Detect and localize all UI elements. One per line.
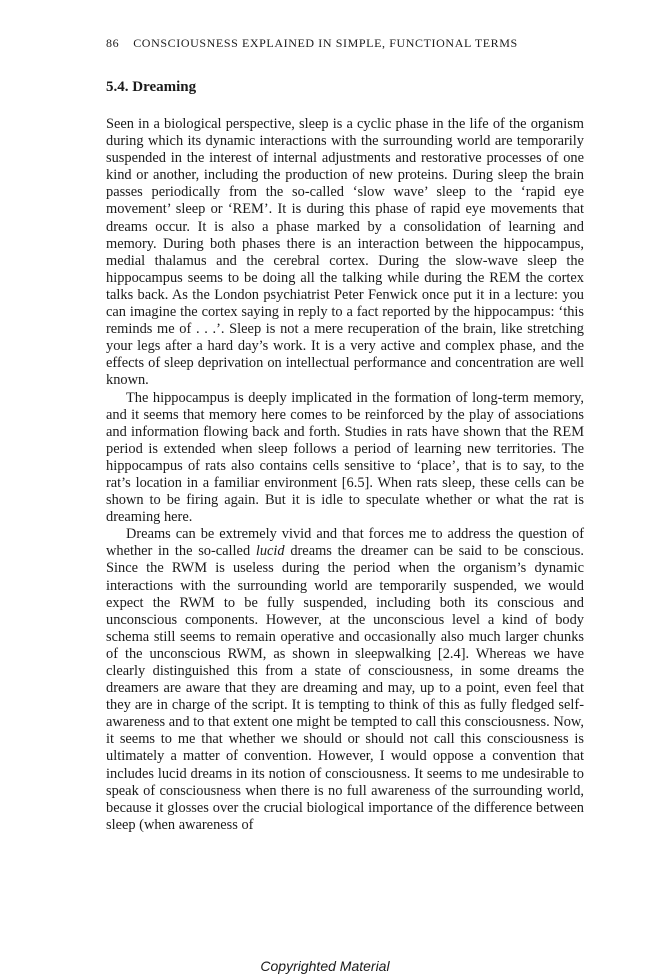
paragraph-3-start: Dreams can be extremely vivid and that forces me to address the question of whether in the so-called (106, 526, 584, 560)
running-header (106, 36, 586, 51)
paragraph-3-rest: dreams the dreamer can be said to be conscious. Since the RWM is useless during the period when the organism’s dynamic interactions with the surrounding world are temporarily suspended, we would expect the RWM to be fully suspended, including both its conscious and unconscious components. However, at the unconscious level a kind of body schema still seems to remain operative and occasionally also much larger chunks of the unconscious RWM, as shown in sleepwalking [2.4]. Whereas we have clearly distinguished this from a state of consciousness, in some dreams the dreamers are aware that they are dreaming and may, up to a point, even feel that they are in charge of the script. It is tempting to think of this as fully fledged self-awareness and to that extent one might be tempted to call this consciousness. Now, it seems to me that whether we should or should not call this consciousness is ultimately a matter of convention. However, I would oppose a convention that includes lucid dreams in its notion of consciousness. It seems to me undesirable to speak of consciousness when there is no full awareness of the surrounding world, because it glosses over the crucial biological importance of the difference between sleep (when awareness of (106, 543, 584, 833)
paragraph-1: Seen in a biological perspective, sleep is a cyclic phase in the life of the organism during which its dynamic interactions with the surrounding world are temporarily suspended in the interest of internal adjustments and restorative processes of one kind or another, including the production of new proteins. During sleep the brain passes periodically from the so-called ‘slow wave’ sleep to the ‘rapid eye movement’ sleep or ‘REM’. It is during this phase of rapid eye movements that dreams occur. It is also a phase marked by a consolidation of learning and memory. During both phases there is an interaction between the hippocampus, medial thalamus and the cerebral cortex. During the slow-wave sleep the hippocampus seems to be doing all the talking while during the REM the cortex talks back. As the London psychiatrist Peter Fenwick once put it in a lecture: you can imagine the cortex saying in reply to a fact reported by the hippocampus: ‘this reminds me of . . .’. Sleep is not a mere recuperation of the brain, like stretching your legs after a hard day’s work. It is a very active and complex phase, and the effects of sleep deprivation on intellectual performance and concentration are well known. (106, 116, 584, 389)
copyright-footer: Copyrighted Material (260, 958, 390, 974)
paragraph-3 (106, 526, 584, 834)
emphasis-lucid: lucid (255, 543, 285, 560)
paragraph-2: The hippocampus is deeply implicated in the formation of long-term memory, and it seems that memory here comes to be reinforced by the play of associations and information flowing back and forth. Studies in rats have shown that the REM period is extended when sleep follows a period of learning new territories. The hippocampus of rats also contains cells sensitive to ‘place’, that is to say, to the rat’s location in a familiar environment [6.5]. When rats sleep, these cells can be shown to be firing again. But it is idle to speculate whether or what the rat is dreaming here. (106, 389, 584, 526)
body-text (106, 116, 584, 834)
page-number: 86 (106, 36, 120, 50)
section-title: 5.4. Dreaming (106, 79, 197, 95)
running-title: CONSCIOUSNESS EXPLAINED IN SIMPLE, FUNCTIONAL TERMS (133, 36, 518, 50)
